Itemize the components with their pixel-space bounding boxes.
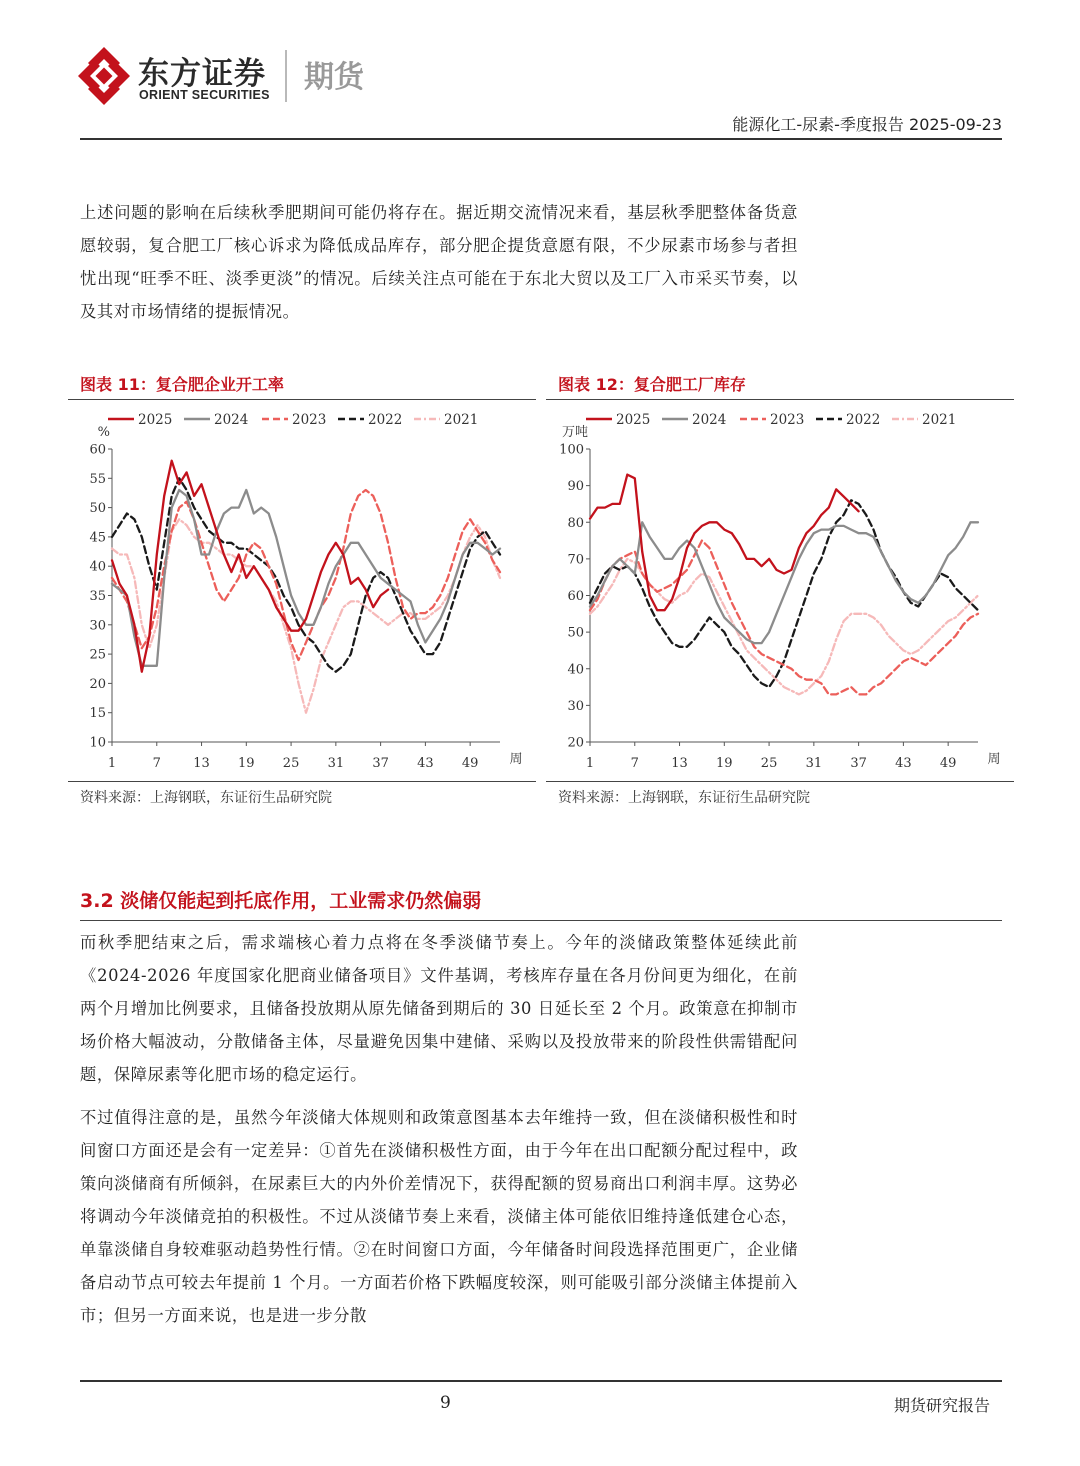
chart-12-legend-label-2024: 2024 [692,412,727,428]
chart-12-plot [546,401,1014,781]
chart-12-x-tick-label: 19 [716,756,733,771]
chart-11-y-tick-label: 55 [89,471,106,487]
chart-11-y-tick-label: 30 [89,618,106,634]
chart-12-x-tick-label: 25 [760,756,778,771]
chart-11-y-unit-label: % [97,425,110,440]
brand-name-en: ORIENT SECURITIES [139,88,270,102]
chart-11-y-tick-label: 15 [89,706,106,722]
chart-12-x-tick-label: 13 [671,756,688,771]
chart-11-x-tick-label: 49 [461,756,479,771]
chart-11-x-tick-label: 1 [107,756,117,771]
footer-label: 期货研究报告 [893,1396,990,1415]
chart-11-legend-label-2025: 2025 [138,412,173,428]
chart-12-legend-label-2022: 2022 [846,412,881,428]
chart-12-legend-label-2025: 2025 [616,412,651,428]
chart-11-y-tick-label: 50 [89,501,106,517]
chart-11-x-tick-label: 13 [193,756,210,771]
chart-12-legend-label-2023: 2023 [770,412,805,428]
orient-securities-logo-icon [76,45,132,107]
chart-12-y-unit-label: 万吨 [561,425,588,440]
chart-12-source: 资料来源：上海钢联，东证衍生品研究院 [558,790,810,806]
chart-11-legend-label-2023: 2023 [292,412,327,428]
brand-name-cn: 东方证券 [138,56,266,92]
chart-11-source: 资料来源：上海钢联，东证衍生品研究院 [80,790,332,806]
brand-sub-label: 期货 [304,60,364,95]
chart-12-x-tick-label: 37 [850,756,867,771]
chart-11-legend-label-2021: 2021 [444,412,479,428]
chart-11-y-tick-label: 10 [89,735,106,751]
chart-12-y-tick-label: 80 [567,515,584,531]
chart-11-y-tick-label: 20 [89,676,106,692]
section-title: 3.2 淡储仅能起到托底作用，工业需求仍然偏弱 [80,890,482,912]
chart-12-series-line-2021 [590,559,978,695]
chart-12-y-tick-label: 60 [567,589,584,604]
chart-12-y-tick-label: 30 [567,698,584,714]
footer-rule [80,1380,1002,1382]
chart-12-x-tick-label: 31 [805,756,823,771]
logo-divider [285,50,287,102]
chart-11-title: 图表 11：复合肥企业开工率 [80,375,284,394]
chart-12-y-tick-label: 40 [567,662,584,678]
chart-11-plot [68,401,536,781]
chart-11-x-unit-label: 周 [509,752,523,767]
intro-paragraph: 上述问题的影响在后续秋季肥期间可能仍将存在。据近期交流情况来看，基层秋季肥整体备货意愿较弱，复合肥工厂核心诉求为降低成品库存，部分肥企提货意愿有限，不少尿素市场参与者担忧出现“旺季不旺、淡季更淡”的情况。后续关注点可能在于东北大贸以及工厂入市采买节奏，以及其对市场情绪的提振情况。 [80,203,798,321]
chart-12-y-tick-label: 90 [567,479,584,495]
paragraph-2: 不过值得注意的是，虽然今年淡储大体规则和政策意图基本去年维持一致，但在淡储积极性和时间窗口方面还是会有一定差异：①首先在淡储积极性方面，由于今年在出口配额分配过程中，政策向淡储商有所倾斜，在尿素巨大的内外价差情况下，获得配额的贸易商出口利润丰厚。这势必将调动今年淡储竞拍的积极性。不过从淡储节奏上来看，淡储主体可能依旧维持逢低建仓心态，单靠淡储自身较难驱动趋势性行情。②在时间窗口方面，今年储备时间段选择范围更广，企业储备启动节点可较去年提前 1 个月。一方面若价格下跌幅度较深，则可能吸引部分淡储主体提前入市；但另一方面来说，也是进一步分散 [80,1108,798,1325]
chart-12-bottom-rule [546,781,1014,782]
chart-11-bottom-rule [68,781,536,782]
paragraph-1: 而秋季肥结束之后，需求端核心着力点将在冬季淡储节奏上。今年的淡储政策整体延续此前《2024-2026 年度国家化肥商业储备项目》文件基调，考核库存量在各月份间更为细化，在前两个月增加比例要求，且储备投放期从原先储备到期后的 30 日延长至 2 个月。政策意在抑制市场价格大幅波动，分散储备主体，尽量避免因集中建储、采购以及投放带来的阶段性供需错配问题，保障尿素等化肥市场的稳定运行。 [80,933,798,1084]
chart-11-y-tick-label: 35 [89,589,106,604]
chart-11-y-tick-label: 60 [89,442,106,458]
chart-12-x-tick-label: 1 [585,756,595,771]
chart-12-y-tick-label: 50 [567,625,584,641]
chart-12-title: 图表 12：复合肥工厂库存 [558,375,746,394]
chart-11-x-tick-label: 25 [282,756,300,771]
chart-12-x-tick-label: 49 [939,756,957,771]
report-info: 能源化工-尿素-季度报告 2025-09-23 [732,115,1002,134]
chart-11-legend-label-2024: 2024 [214,412,249,428]
chart-12-x-unit-label: 周 [987,752,1001,767]
chart-11-x-tick-label: 43 [417,756,434,771]
chart-11-y-tick-label: 40 [89,559,106,575]
chart-12-series-line-2023 [590,541,978,695]
chart-12-y-tick-label: 20 [567,735,584,751]
chart-11-x-tick-label: 19 [238,756,255,771]
page-number: 9 [440,1393,451,1413]
chart-11-legend-label-2022: 2022 [368,412,403,428]
header-rule [80,138,1002,140]
section-rule [80,920,1002,921]
chart-11-x-tick-label: 31 [327,756,345,771]
chart-12-y-tick-label: 70 [567,552,584,568]
chart-11-x-tick-label: 7 [152,756,161,771]
chart-12-x-tick-label: 7 [630,756,639,771]
chart-11-x-tick-label: 37 [372,756,389,771]
chart-12-series-line-2025 [590,475,859,611]
chart-12-y-tick-label: 100 [559,442,584,458]
chart-11-y-tick-label: 25 [89,647,106,663]
chart-11-y-tick-label: 45 [89,530,106,546]
chart-12-legend-label-2021: 2021 [922,412,957,428]
chart-12-x-tick-label: 43 [895,756,912,771]
